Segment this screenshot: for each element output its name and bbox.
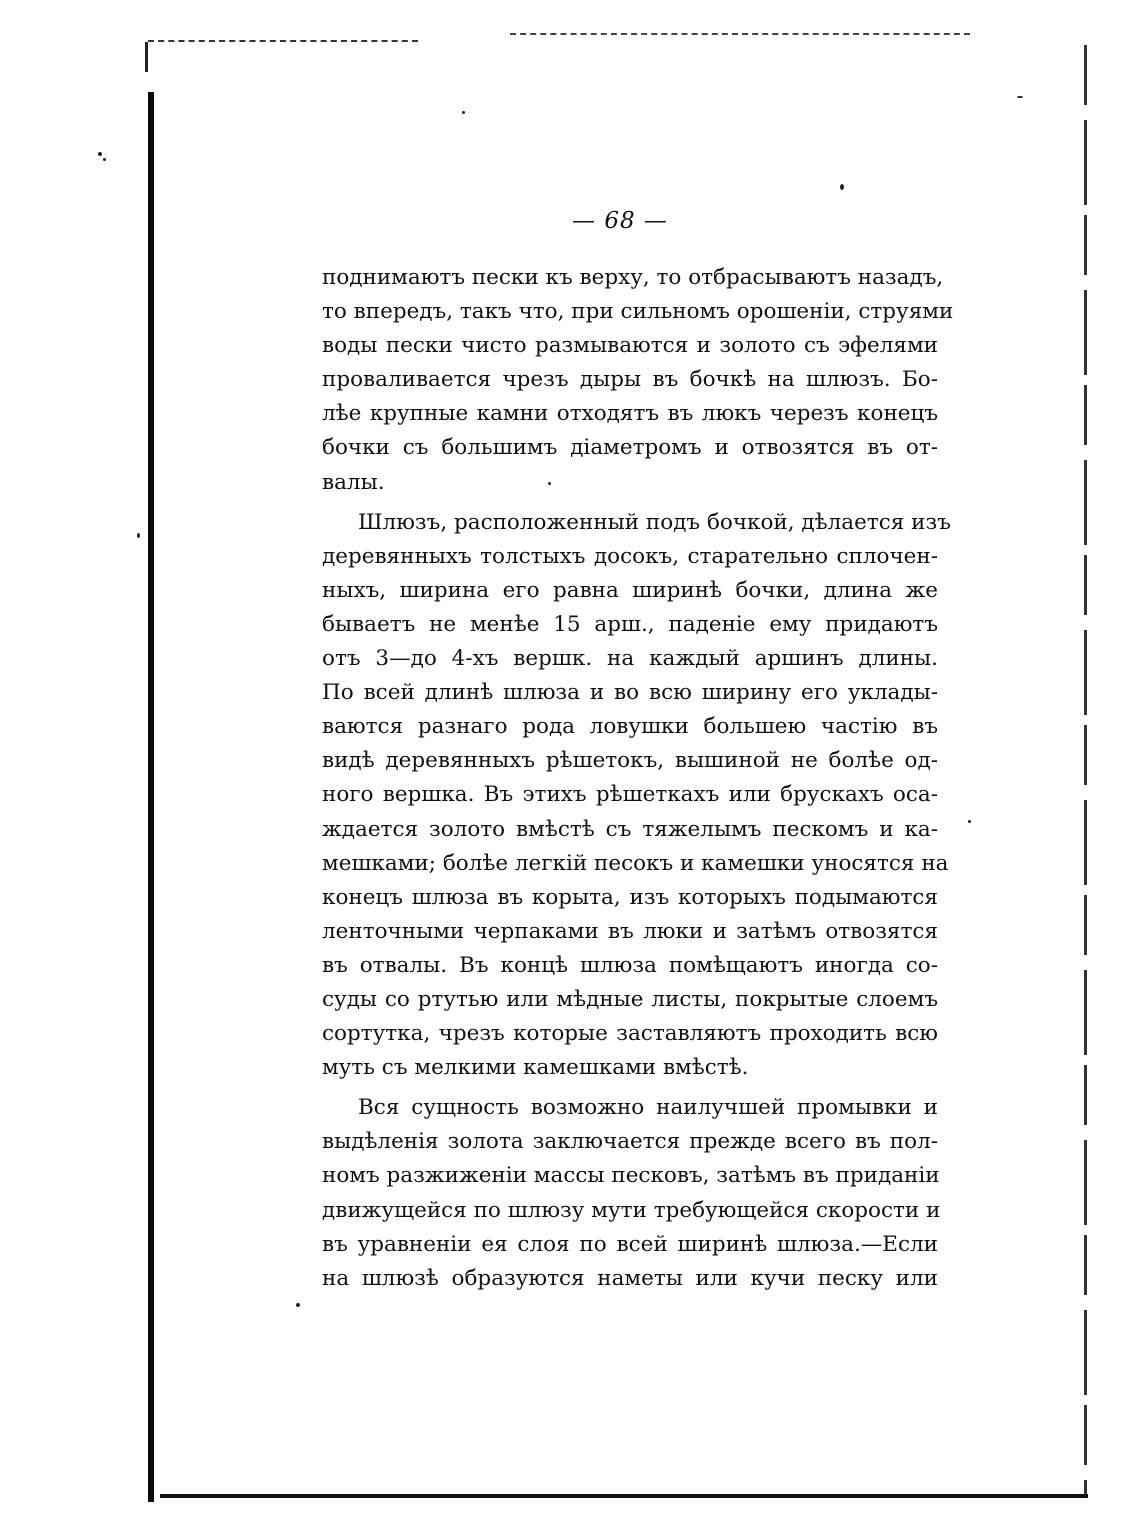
page-border-bottom (160, 1494, 1088, 1498)
scan-speck (968, 820, 971, 823)
page-border-left (148, 92, 154, 1502)
text-line: сортутка, чрезъ которые заставляютъ проходить всю (322, 1021, 938, 1047)
text-line: поднимаютъ пески къ верху, то отбрасываютъ назадъ, (322, 265, 944, 290)
text-line: ленточными черпаками въ люки и затѣмъ отвозятся (322, 918, 938, 944)
paragraph (322, 506, 951, 1086)
scan-speck (137, 533, 140, 538)
text-line: выдѣленія золота заключается прежде всего въ пол- (322, 1129, 938, 1155)
page-border-right (1084, 45, 1087, 1495)
text-line: Вся сущность возможно наилучшей промывки и (358, 1095, 938, 1121)
page-number: — 68 — (572, 208, 668, 234)
scan-speck (462, 111, 465, 114)
page-border-top-left (148, 40, 418, 42)
scan-speck (103, 158, 106, 161)
text-line: муть съ мелкими камешками вмѣстѣ. (322, 1055, 749, 1081)
scan-speck (840, 184, 844, 190)
text-line: бочки съ большимъ діаметромъ и отвозятся въ от- (322, 435, 938, 461)
text-line: лѣе крупные камни отходятъ въ люкъ черезъ конецъ (322, 401, 938, 427)
text-line: суды со ртутью или мѣдные листы, покрытые слоемъ (322, 986, 938, 1012)
text-body (322, 261, 954, 1296)
text-line: видѣ деревянныхъ рѣшетокъ, вышиной не болѣе од- (322, 748, 938, 774)
paragraph (322, 261, 954, 500)
text-line: проваливается чрезъ дыры въ бочкѣ на шлюзъ. Бо- (322, 367, 938, 393)
text-line: бываетъ не менѣе 15 арш., паденіе ему придаютъ (322, 611, 938, 637)
text-line: въ уравненіи ея слоя по всей ширинѣ шлюза.—Если (322, 1231, 938, 1257)
text-line: мешками; болѣе легкій песокъ и камешки уносятся на (322, 850, 949, 876)
text-line: ныхъ, ширина его равна ширинѣ бочки, длина же (322, 577, 938, 603)
text-line: ного вершка. Въ этихъ рѣшеткахъ или брускахъ оса- (322, 782, 938, 808)
text-line: въ отвалы. Въ концѣ шлюза помѣщаютъ иногда со- (322, 952, 938, 978)
text-line: деревянныхъ толстыхъ досокъ, старательно сплочен- (322, 543, 938, 569)
text-line: По всей длинѣ шлюза и во всю ширину его уклады- (322, 680, 938, 706)
text-line: валы. (322, 469, 385, 495)
text-line: ваются разнаго рода ловушки большею частію въ (322, 714, 938, 740)
text-line: движущейся по шлюзу мути требующейся скорости и (322, 1197, 941, 1223)
page-border-left-top (145, 42, 148, 72)
text-line: то впередъ, такъ что, при сильномъ орошеніи, струями (322, 299, 954, 325)
text-line: ждается золото вмѣстѣ съ тяжелымъ пескомъ и ка- (322, 816, 938, 842)
text-line: отъ 3—до 4-хъ вершк. на каждый аршинъ длины. (322, 646, 938, 672)
scan-speck (98, 152, 102, 156)
text-line: номъ разжиженіи массы песковъ, затѣмъ въ приданіи (322, 1163, 940, 1189)
text-line: воды пески чисто размываются и золото съ эфелями (322, 333, 938, 359)
text-line: на шлюзѣ образуются наметы или кучи песку или (322, 1265, 938, 1291)
text-line: Шлюзъ, расположенный подъ бочкой, дѣлается изъ (358, 509, 951, 535)
paragraph (322, 1091, 941, 1296)
scan-speck (296, 1303, 300, 1307)
scan-speck (1017, 96, 1023, 98)
page-border-top-right (510, 33, 970, 35)
text-line: конецъ шлюза въ корыта, изъ которыхъ подымаются (322, 884, 938, 910)
